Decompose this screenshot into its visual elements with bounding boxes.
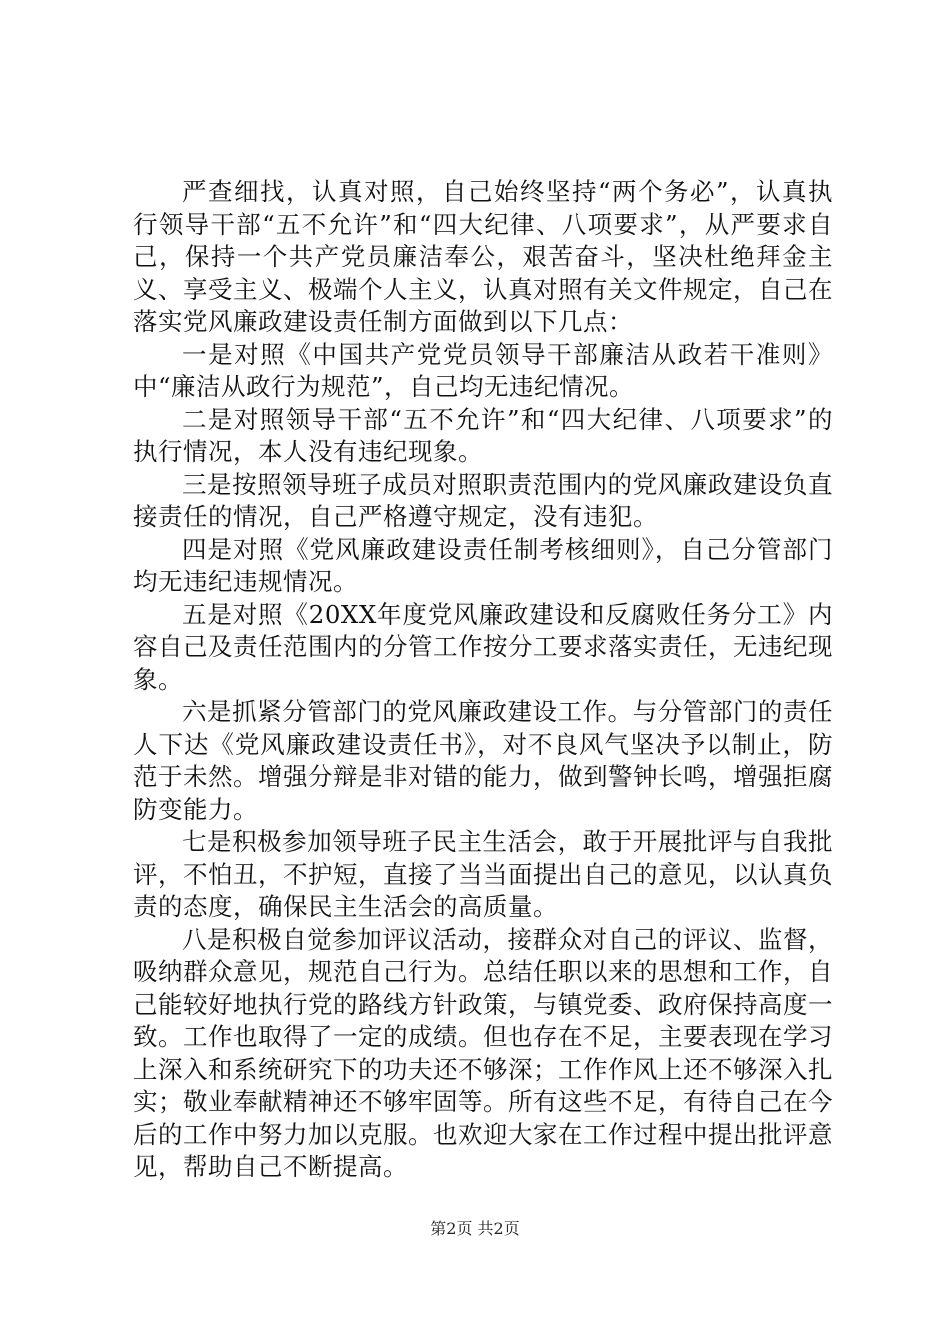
paragraph-item-8: 八是积极自觉参加评议活动，接群众对自己的评议、监督，吸纳群众意见，规范自己行为。总结任职以来的思想和工作，自己能较好地执行党的路线方针政策，与镇党委、政府保持高度一致。工作也取得了一定的成绩。但也存在不足，主要表现在学习上深入和系统研究下的功夫还不够深；工作作风上还不够深入扎实；敬业奉献精神还不够牢固等。所有这些不足，有待自己在今后的工作中努力加以克服。也欢迎大家在工作过程中提出批评意见，帮助自己不断提高。	[133, 924, 833, 1181]
page-number-footer: 第2页 共2页	[430, 1219, 520, 1238]
document-body	[133, 176, 833, 1184]
paragraph-item-7: 七是积极参加领导班子民主生活会，敢于开展批评与自我批评，不怕丑，不护短，直接了当当面提出自己的意见，以认真负责的态度，确保民主生活会的高质量。	[133, 827, 833, 921]
paragraph-item-3: 三是按照领导班子成员对照职责范围内的党风廉政建设负直接责任的情况，自己严格遵守规定，没有违犯。	[133, 469, 833, 531]
paragraph-item-1: 一是对照《中国共产党党员领导干部廉洁从政若干准则》中“廉洁从政行为规范”，自己均无违纪情况。	[133, 339, 833, 401]
paragraph-item-2: 二是对照领导干部“五不允许”和“四大纪律、八项要求”的执行情况，本人没有违纪现象。	[133, 404, 833, 466]
paragraph-item-4: 四是对照《党风廉政建设责任制考核细则》，自己分管部门均无违纪违规情况。	[133, 534, 833, 596]
paragraph-item-6: 六是抓紧分管部门的党风廉政建设工作。与分管部门的责任人下达《党风廉政建设责任书》，对不良风气坚决予以制止，防范于未然。增强分辩是非对错的能力，做到警钟长鸣，增强拒腐防变能力。	[133, 697, 833, 824]
paragraph-intro: 严查细找，认真对照，自己始终坚持“两个务必”，认真执行领导干部“五不允许”和“四大纪律、八项要求”，从严要求自己，保持一个共产党员廉洁奉公，艰苦奋斗，坚决杜绝拜金主义、享受主义、极端个人主义，认真对照有关文件规定，自己在落实党风廉政建设责任制方面做到以下几点：	[133, 177, 833, 336]
paragraph-item-5: 五是对照《20XX年度党风廉政建设和反腐败任务分工》内容自己及责任范围内的分管工作按分工要求落实责任，无违纪现象。	[133, 599, 833, 694]
